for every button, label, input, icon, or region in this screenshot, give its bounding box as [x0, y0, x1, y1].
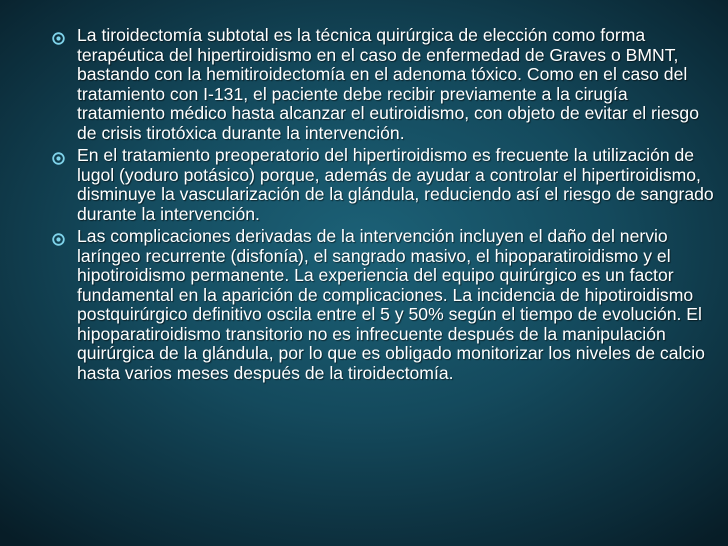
bullet-text: Las complicaciones derivadas de la intervención incluyen el daño del nervio laríngeo recurrente (disfonía), el sangrado masivo, el hipoparatiroidismo y el hipotiroidismo permanente. La experiencia del equipo quirúrgico es un factor fundamental en la aparición de complicaciones. La incidencia de hipotiroidismo postquirúrgico definitivo oscila entre el 5 y 50% según el tiempo de evolución. El hipoparatiroidismo transitorio no es infrecuente después de la manipulación quirúrgica de la glándula, por lo que es obligado monitorizar los niveles de calcio hasta varios meses después de la tiroidectomía. [77, 226, 705, 383]
target-ring-bullet-icon [52, 150, 65, 163]
target-ring-bullet-icon [52, 231, 65, 244]
bullet-text: La tiroidectomía subtotal es la técnica quirúrgica de elección como forma terapéutica del hipertiroidismo en el caso de enfermedad de Graves o BMNT, bastando con la hemitiroidectomía en el adenoma tóxico. Como en el caso del tratamiento con I-131, el paciente debe recibir previamente a la cirugía tratamiento médico hasta alcanzar el eutiroidismo, con objeto de evitar el riesgo de crisis tirotóxica durante la intervención. [77, 25, 699, 143]
bullet-item [52, 146, 714, 224]
bullet-item [52, 227, 714, 383]
bullet-list [52, 26, 714, 386]
bullet-item [52, 26, 714, 143]
target-ring-bullet-icon [52, 30, 65, 43]
bullet-text: En el tratamiento preoperatorio del hipertiroidismo es frecuente la utilización de lugol (yoduro potásico) porque, además de ayudar a controlar el hipertiroidismo, disminuye la vascularización de la glándula, reduciendo así el riesgo de sangrado durante la intervención. [77, 145, 714, 224]
